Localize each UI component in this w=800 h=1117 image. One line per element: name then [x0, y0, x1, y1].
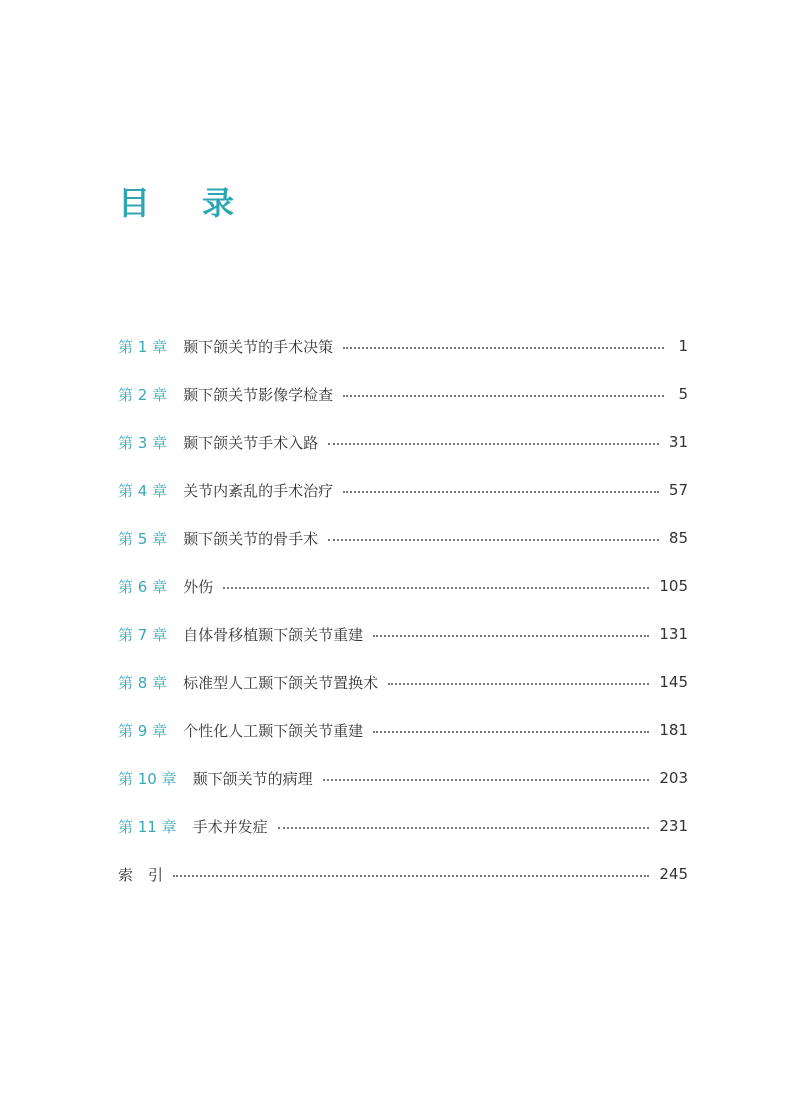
leader-dots — [223, 587, 649, 589]
chapter-title: 颞下颌关节的手术决策 — [183, 337, 334, 356]
toc-entry[interactable] — [118, 562, 688, 610]
chapter-title: 标准型人工颞下颌关节置换术 — [183, 673, 379, 692]
leader-dots — [278, 827, 650, 829]
leader-dots — [343, 395, 664, 397]
chapter-title: 颞下颌关节的骨手术 — [183, 529, 319, 548]
leader-dots — [323, 779, 650, 781]
leader-dots — [328, 539, 659, 541]
chapter-title: 颞下颌关节手术入路 — [183, 433, 319, 452]
chapter-number: 第 7 章 — [118, 625, 168, 644]
leader-dots — [343, 491, 659, 493]
title-char-2: 录 — [202, 184, 235, 222]
page-number: 181 — [659, 721, 688, 739]
leader-dots — [343, 347, 664, 349]
chapter-title: 关节内紊乱的手术治疗 — [183, 481, 334, 500]
page-number: 145 — [659, 673, 688, 691]
chapter-title: 颞下颌关节影像学检查 — [183, 385, 334, 404]
page-number: 245 — [659, 865, 688, 883]
chapter-number: 第 1 章 — [118, 337, 168, 356]
chapter-number: 第 5 章 — [118, 529, 168, 548]
chapter-number: 第 3 章 — [118, 433, 168, 452]
leader-dots — [373, 635, 649, 637]
chapter-title: 个性化人工颞下颌关节重建 — [183, 721, 364, 740]
toc-entry[interactable] — [118, 706, 688, 754]
page-number: 31 — [668, 433, 688, 451]
chapter-number: 第 10 章 — [118, 769, 177, 788]
toc-entry[interactable] — [118, 802, 688, 850]
toc-entry[interactable] — [118, 514, 688, 562]
chapter-title: 自体骨移植颞下颌关节重建 — [183, 625, 364, 644]
page-number: 1 — [678, 337, 688, 355]
index-title: 索 引 — [118, 865, 164, 884]
toc-entry[interactable] — [118, 466, 688, 514]
toc-entry-index[interactable] — [118, 850, 688, 898]
page-number: 203 — [659, 769, 688, 787]
page-number: 131 — [659, 625, 688, 643]
chapter-title: 手术并发症 — [192, 817, 268, 836]
leader-dots — [328, 443, 659, 445]
page-number: 57 — [668, 481, 688, 499]
chapter-title: 颞下颌关节的病理 — [192, 769, 313, 788]
toc-entry[interactable] — [118, 322, 688, 370]
leader-dots — [373, 731, 649, 733]
toc-entry[interactable] — [118, 658, 688, 706]
chapter-number: 第 6 章 — [118, 577, 168, 596]
leader-dots — [388, 683, 649, 685]
toc-entry[interactable] — [118, 418, 688, 466]
page-title — [118, 178, 234, 224]
chapter-number: 第 11 章 — [118, 817, 177, 836]
chapter-number: 第 8 章 — [118, 673, 168, 692]
toc-entry[interactable] — [118, 370, 688, 418]
title-char-1: 目 — [118, 184, 151, 222]
toc-entry[interactable] — [118, 754, 688, 802]
page-number: 231 — [659, 817, 688, 835]
page-number: 85 — [668, 529, 688, 547]
chapter-number: 第 4 章 — [118, 481, 168, 500]
page-number: 105 — [659, 577, 688, 595]
chapter-title: 外伤 — [183, 577, 214, 596]
toc-entry[interactable] — [118, 610, 688, 658]
chapter-number: 第 2 章 — [118, 385, 168, 404]
page-number: 5 — [678, 385, 688, 403]
table-of-contents — [118, 322, 688, 898]
chapter-number: 第 9 章 — [118, 721, 168, 740]
leader-dots — [173, 875, 649, 877]
